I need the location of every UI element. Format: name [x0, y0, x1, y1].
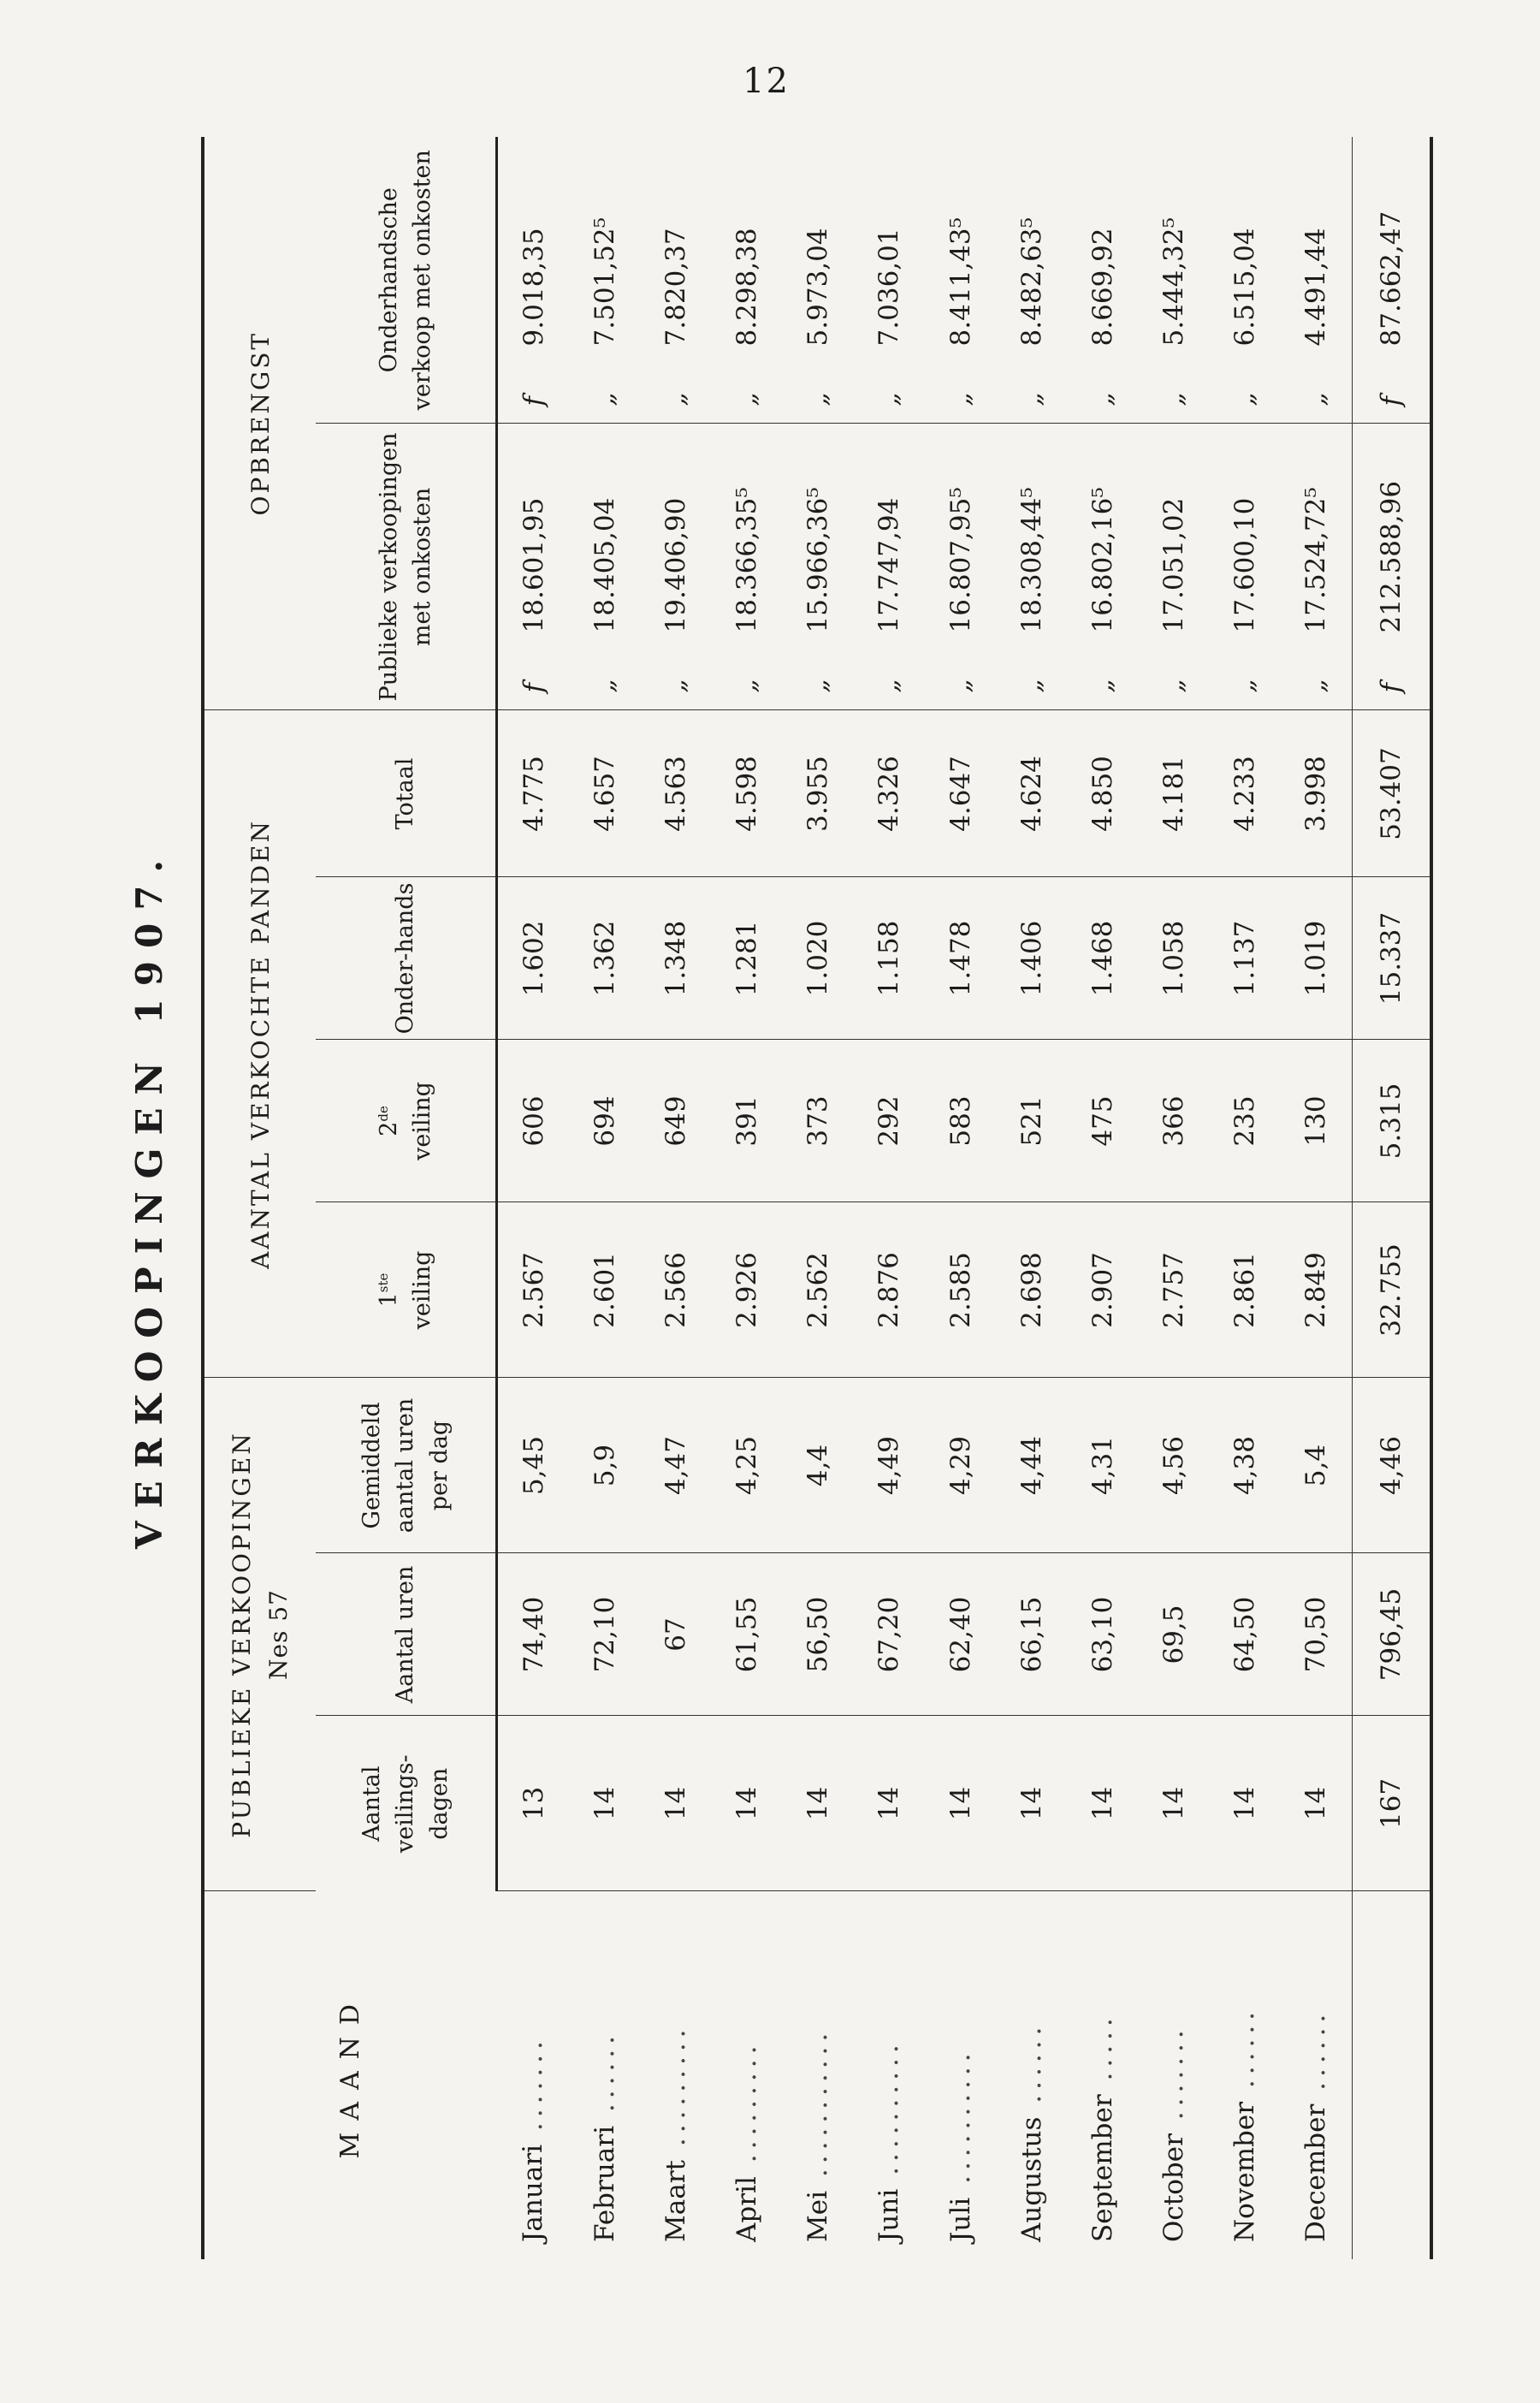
cell-total-second: 5.315 — [1353, 1040, 1432, 1202]
month-name: April — [732, 2176, 763, 2242]
cell-second-auction: 373 — [783, 1040, 854, 1202]
currency-mark: „ — [874, 679, 905, 693]
currency-mark: „ — [1229, 679, 1261, 693]
cell-total-private-revenue — [1353, 137, 1432, 424]
leader-dots: ........... — [803, 2027, 834, 2191]
cell-second-auction: 235 — [1210, 1040, 1281, 1202]
currency-mark: „ — [1087, 392, 1118, 406]
currency-mark: „ — [945, 392, 976, 406]
currency-mark: „ — [803, 392, 834, 406]
currency-mark: „ — [1300, 679, 1332, 693]
cell-total: 4.181 — [1138, 710, 1209, 877]
leader-dots: ...... — [1016, 2021, 1047, 2117]
cell-private: 1.468 — [1067, 877, 1138, 1040]
cell-private-revenue — [854, 137, 925, 424]
totals-label-cell — [1353, 1891, 1432, 2259]
amount: 18.308,44⁵ — [1016, 487, 1047, 633]
currency-mark: „ — [1087, 679, 1118, 693]
month-name: Februari — [589, 2125, 620, 2242]
cell-month — [854, 1891, 925, 2259]
amount: 19.406,90 — [660, 497, 691, 633]
cell-month — [1138, 1891, 1209, 2259]
cell-auction-days: 14 — [640, 1716, 711, 1891]
leader-dots: ..... — [1087, 2013, 1118, 2095]
cell-private: 1.137 — [1210, 877, 1281, 1040]
month-name: Augustus — [1016, 2116, 1047, 2242]
cell-first-auction: 2.861 — [1210, 1202, 1281, 1378]
first-auction-label: veiling — [409, 1250, 435, 1330]
amount: 7.820,37 — [660, 228, 691, 347]
cell-first-auction: 2.926 — [712, 1202, 783, 1378]
cell-month — [996, 1891, 1067, 2259]
cell-hours: 70,50 — [1281, 1553, 1353, 1716]
table-row — [712, 137, 783, 2259]
amount: 7.036,01 — [874, 228, 905, 347]
cell-hours: 74,40 — [497, 1553, 570, 1716]
leader-dots: ......... — [660, 2024, 691, 2161]
cell-month — [783, 1891, 854, 2259]
currency-mark: f — [518, 395, 549, 406]
cell-avg-hours: 5,45 — [497, 1378, 570, 1553]
table-row — [1281, 137, 1353, 2259]
total-header: Totaal — [316, 710, 497, 877]
amount: 18.366,35⁵ — [732, 487, 763, 633]
cell-total: 4.850 — [1067, 710, 1138, 877]
cell-first-auction: 2.567 — [497, 1202, 570, 1378]
table-row — [497, 137, 570, 2259]
cell-hours: 61,55 — [712, 1553, 783, 1716]
cell-public-revenue — [1067, 424, 1138, 710]
cell-total-private: 15.337 — [1353, 877, 1432, 1040]
cell-total: 3.998 — [1281, 710, 1353, 877]
revenue-group-header: OPBRENGST — [203, 137, 316, 710]
currency-mark: „ — [589, 392, 620, 406]
currency-mark: „ — [1158, 679, 1189, 693]
cell-hours: 67 — [640, 1553, 711, 1716]
amount: 212.588,96 — [1376, 480, 1407, 633]
cell-auction-days: 14 — [854, 1716, 925, 1891]
totals-row — [1353, 137, 1432, 2259]
currency-mark: „ — [589, 679, 620, 693]
currency-mark: f — [1376, 682, 1407, 693]
cell-first-auction: 2.907 — [1067, 1202, 1138, 1378]
public-sales-group-header — [203, 1378, 316, 1891]
amount: 8.298,38 — [732, 228, 763, 347]
leader-dots: ......... — [732, 2040, 763, 2177]
month-name: October — [1158, 2133, 1189, 2242]
cell-private-revenue — [925, 137, 996, 424]
cell-month — [1210, 1891, 1281, 2259]
amount: 18.601,95 — [518, 497, 549, 633]
cell-month — [925, 1891, 996, 2259]
cell-private-revenue — [497, 137, 570, 424]
amount: 4.491,44 — [1300, 228, 1332, 347]
cell-avg-hours: 4,56 — [1138, 1378, 1209, 1553]
cell-avg-hours: 4,49 — [854, 1378, 925, 1553]
rotated-table-area — [120, 137, 1437, 2259]
cell-public-revenue — [640, 424, 711, 710]
table-row — [1138, 137, 1209, 2259]
cell-total: 4.563 — [640, 710, 711, 877]
cell-avg-hours: 4,44 — [996, 1378, 1067, 1553]
cell-private: 1.478 — [925, 877, 996, 1040]
cell-second-auction: 606 — [497, 1040, 570, 1202]
month-name: Juni — [874, 2188, 905, 2242]
amount: 6.515,04 — [1229, 228, 1261, 347]
cell-public-revenue — [569, 424, 640, 710]
cell-second-auction: 130 — [1281, 1040, 1353, 1202]
cell-second-auction: 649 — [640, 1040, 711, 1202]
cell-hours: 64,50 — [1210, 1553, 1281, 1716]
cell-month — [712, 1891, 783, 2259]
cell-second-auction: 391 — [712, 1040, 783, 1202]
page-title: VERKOOPINGEN 1907. — [128, 846, 170, 1550]
cell-public-revenue — [854, 424, 925, 710]
cell-private-revenue — [1138, 137, 1209, 424]
cell-first-auction: 2.757 — [1138, 1202, 1209, 1378]
leader-dots: ....... — [1158, 2025, 1189, 2134]
cell-total: 4.647 — [925, 710, 996, 877]
currency-mark: „ — [1229, 392, 1261, 406]
cell-private-revenue — [783, 137, 854, 424]
amount: 9.018,35 — [518, 228, 549, 347]
page-number: 12 — [743, 62, 790, 101]
cell-avg-hours: 4,4 — [783, 1378, 854, 1553]
amount: 17.051,02 — [1158, 497, 1189, 633]
sold-properties-group-header: AANTAL VERKOCHTE PANDEN — [203, 710, 316, 1378]
rotated-content — [120, 137, 1437, 2259]
amount: 18.405,04 — [589, 497, 620, 633]
cell-private-revenue — [1281, 137, 1353, 424]
second-auction-label: veiling — [409, 1082, 435, 1160]
cell-auction-days: 14 — [712, 1716, 783, 1891]
currency-mark: „ — [732, 392, 763, 406]
cell-first-auction: 2.698 — [996, 1202, 1067, 1378]
cell-month — [640, 1891, 711, 2259]
cell-month — [497, 1891, 570, 2259]
cell-private-revenue — [712, 137, 783, 424]
table-row — [925, 137, 996, 2259]
leader-dots: ...... — [589, 2031, 620, 2126]
amount: 17.747,94 — [874, 497, 905, 633]
cell-avg-hours: 5,9 — [569, 1378, 640, 1553]
first-auction-header: 1ste veiling — [316, 1202, 497, 1378]
amount: 17.600,10 — [1229, 497, 1261, 633]
cell-total-hours: 796,45 — [1353, 1553, 1432, 1716]
amount: 16.802,16⁵ — [1087, 487, 1118, 633]
currency-mark: f — [518, 682, 549, 693]
cell-first-auction: 2.876 — [854, 1202, 925, 1378]
avg-hours-header: Gemiddeld aantal uren per dag — [316, 1378, 497, 1553]
cell-auction-days: 14 — [925, 1716, 996, 1891]
cell-public-revenue — [925, 424, 996, 710]
cell-hours: 62,40 — [925, 1553, 996, 1716]
address-header: Nes 57 — [264, 1589, 293, 1680]
table-row — [996, 137, 1067, 2259]
public-sales-header: PUBLIEKE VERKOOPINGEN — [228, 1431, 256, 1838]
amount: 5.444,32⁵ — [1158, 217, 1189, 347]
cell-second-auction: 521 — [996, 1040, 1067, 1202]
amount: 87.662,47 — [1376, 211, 1407, 347]
month-name: Mei — [803, 2190, 834, 2242]
amount: 7.501,52⁵ — [589, 217, 620, 347]
currency-mark: „ — [874, 392, 905, 406]
leader-dots: ...... — [1229, 2006, 1261, 2102]
cell-first-auction: 2.566 — [640, 1202, 711, 1378]
cell-total: 4.326 — [854, 710, 925, 877]
currency-mark: „ — [660, 392, 691, 406]
auction-days-header: Aantal veilings-dagen — [316, 1716, 497, 1891]
cell-total-public-revenue — [1353, 424, 1432, 710]
cell-private-revenue — [1067, 137, 1138, 424]
cell-public-revenue — [712, 424, 783, 710]
cell-auction-days: 14 — [1281, 1716, 1353, 1891]
cell-second-auction: 475 — [1067, 1040, 1138, 1202]
month-name: December — [1300, 2103, 1332, 2242]
cell-private-revenue — [640, 137, 711, 424]
cell-auction-days: 14 — [1067, 1716, 1138, 1891]
currency-mark: „ — [1300, 392, 1332, 406]
month-name: November — [1229, 2101, 1261, 2242]
cell-auction-days: 14 — [783, 1716, 854, 1891]
cell-total-days: 167 — [1353, 1716, 1432, 1891]
cell-auction-days: 14 — [1138, 1716, 1209, 1891]
cell-hours: 66,15 — [996, 1553, 1067, 1716]
cell-private: 1.362 — [569, 877, 640, 1040]
cell-total-total: 53.407 — [1353, 710, 1432, 877]
cell-avg-hours: 4,29 — [925, 1378, 996, 1553]
cell-first-auction: 2.601 — [569, 1202, 640, 1378]
cell-public-revenue — [1210, 424, 1281, 710]
table-row — [1210, 137, 1281, 2259]
cell-avg-hours: 4,47 — [640, 1378, 711, 1553]
cell-auction-days: 14 — [569, 1716, 640, 1891]
currency-mark: „ — [803, 679, 834, 693]
second-auction-header: 2de veiling — [316, 1040, 497, 1202]
cell-second-auction: 583 — [925, 1040, 996, 1202]
month-name: Juli — [945, 2197, 976, 2242]
cell-private: 1.348 — [640, 877, 711, 1040]
hours-header: Aantal uren — [316, 1553, 497, 1716]
table-header — [203, 137, 497, 2259]
leader-dots: ...... — [1300, 2008, 1332, 2104]
cell-hours: 63,10 — [1067, 1553, 1138, 1716]
table-footer — [1353, 137, 1432, 2259]
cell-first-auction: 2.849 — [1281, 1202, 1353, 1378]
cell-total: 4.657 — [569, 710, 640, 877]
cell-hours: 72,10 — [569, 1553, 640, 1716]
leader-dots: ....... — [517, 2036, 548, 2145]
cell-second-auction: 694 — [569, 1040, 640, 1202]
cell-public-revenue — [996, 424, 1067, 710]
amount: 8.669,92 — [1087, 228, 1118, 347]
cell-private: 1.406 — [996, 877, 1067, 1040]
cell-second-auction: 292 — [854, 1040, 925, 1202]
currency-mark: „ — [945, 679, 976, 693]
cell-month — [1281, 1891, 1353, 2259]
cell-total: 4.624 — [996, 710, 1067, 877]
amount: 15.966,36⁵ — [803, 487, 834, 633]
amount: 8.482,63⁵ — [1016, 217, 1047, 347]
cell-total: 4.233 — [1210, 710, 1281, 877]
first-auction-sup: ste — [375, 1273, 391, 1293]
cell-avg-hours: 4,31 — [1067, 1378, 1138, 1553]
cell-auction-days: 14 — [996, 1716, 1067, 1891]
month-name: Januari — [517, 2144, 548, 2242]
table-row — [1067, 137, 1138, 2259]
second-auction-sup: de — [375, 1106, 391, 1122]
cell-second-auction: 366 — [1138, 1040, 1209, 1202]
currency-mark: „ — [1016, 392, 1047, 406]
month-name: September — [1087, 2094, 1118, 2242]
table-row — [854, 137, 925, 2259]
month-header: MAAND — [203, 1891, 497, 2259]
cell-avg-hours: 5,4 — [1281, 1378, 1353, 1553]
cell-total: 3.955 — [783, 710, 854, 877]
cell-private-revenue — [996, 137, 1067, 424]
cell-private: 1.058 — [1138, 877, 1209, 1040]
cell-private: 1.020 — [783, 877, 854, 1040]
cell-total: 4.775 — [497, 710, 570, 877]
cell-auction-days: 14 — [1210, 1716, 1281, 1891]
cell-hours: 67,20 — [854, 1553, 925, 1716]
amount: 8.411,43⁵ — [945, 217, 976, 347]
table-row — [569, 137, 640, 2259]
amount: 16.807,95⁵ — [945, 487, 976, 633]
cell-hours: 69,5 — [1138, 1553, 1209, 1716]
public-revenue-header: Publieke verkoopingen met onkosten — [316, 424, 497, 710]
cell-auction-days: 13 — [497, 1716, 570, 1891]
cell-hours: 56,50 — [783, 1553, 854, 1716]
currency-mark: „ — [732, 679, 763, 693]
cell-public-revenue — [497, 424, 570, 710]
leader-dots: .......... — [945, 2048, 976, 2198]
cell-first-auction: 2.562 — [783, 1202, 854, 1378]
cell-total-first: 32.755 — [1353, 1202, 1432, 1378]
currency-mark: „ — [1016, 679, 1047, 693]
cell-public-revenue — [1138, 424, 1209, 710]
currency-mark: „ — [1158, 392, 1189, 406]
cell-month — [569, 1891, 640, 2259]
table-row — [640, 137, 711, 2259]
currency-mark: f — [1376, 395, 1407, 406]
cell-avg-hours: 4,38 — [1210, 1378, 1281, 1553]
table-row — [783, 137, 854, 2259]
cell-private: 1.019 — [1281, 877, 1353, 1040]
cell-public-revenue — [783, 424, 854, 710]
cell-total: 4.598 — [712, 710, 783, 877]
amount: 5.973,04 — [803, 228, 834, 347]
table-body — [497, 137, 1353, 2259]
cell-private-revenue — [1210, 137, 1281, 424]
currency-mark: „ — [660, 679, 691, 693]
cell-private: 1.281 — [712, 877, 783, 1040]
cell-avg-hours: 4,25 — [712, 1378, 783, 1553]
cell-month — [1067, 1891, 1138, 2259]
private-sales-header: Onder-hands — [316, 877, 497, 1040]
sales-table — [201, 137, 1433, 2259]
cell-private: 1.602 — [497, 877, 570, 1040]
cell-public-revenue — [1281, 424, 1353, 710]
cell-private: 1.158 — [854, 877, 925, 1040]
cell-total-avg: 4,46 — [1353, 1378, 1432, 1553]
month-name: Maart — [660, 2160, 691, 2242]
private-revenue-header: Onderhandsche verkoop met onkosten — [316, 137, 497, 424]
amount: 17.524,72⁵ — [1300, 487, 1332, 633]
cell-first-auction: 2.585 — [925, 1202, 996, 1378]
leader-dots: .......... — [874, 2039, 905, 2189]
cell-private-revenue — [569, 137, 640, 424]
